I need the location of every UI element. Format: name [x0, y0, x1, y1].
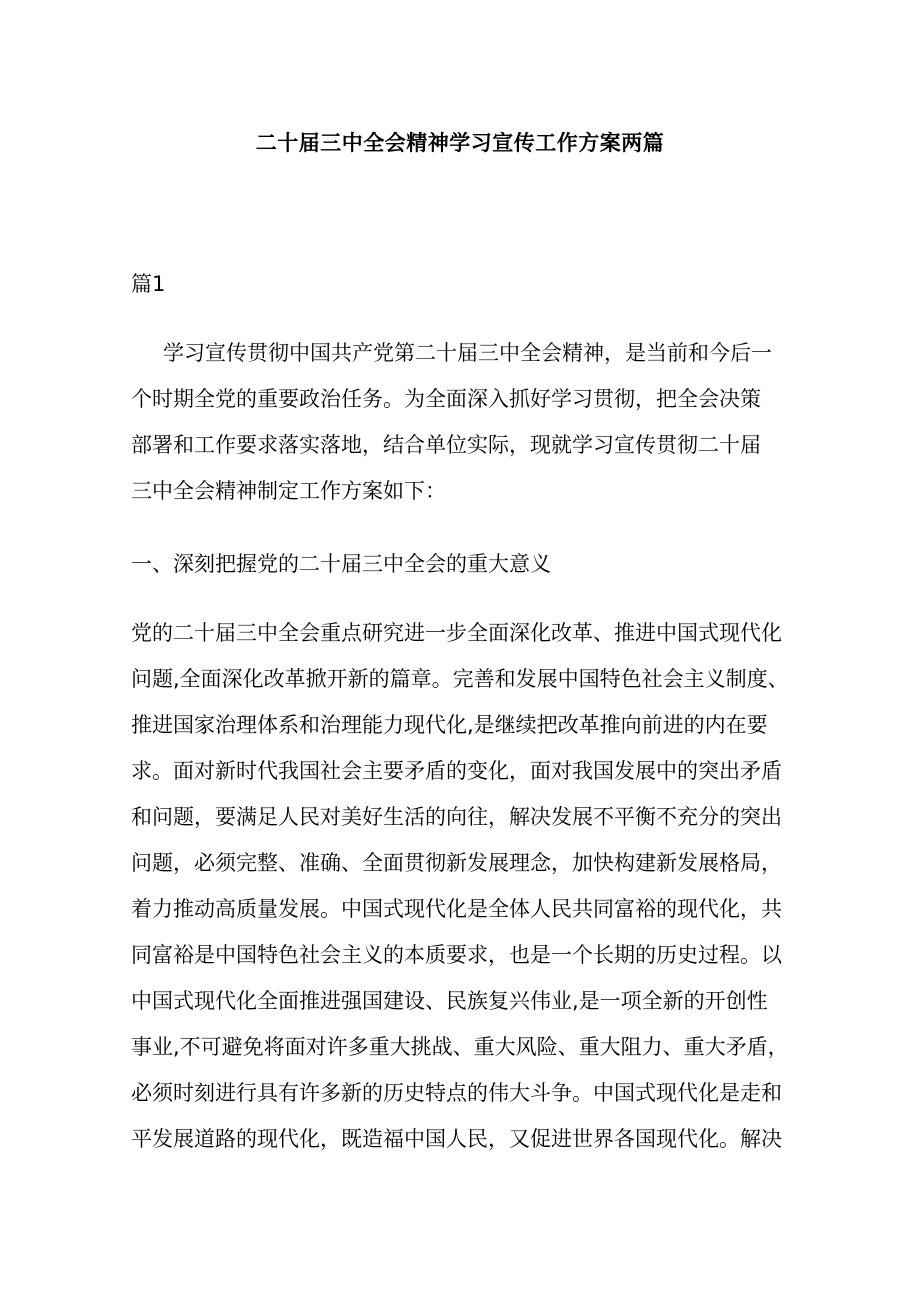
- body-paragraph: [131, 617, 789, 1169]
- paragraph-line: 同富裕是中国特色社会主义的本质要求，也是一个长期的历史过程。以: [131, 943, 782, 967]
- paragraph-line: 和问题，要满足人民对美好生活的向往，解决发展不平衡不充分的突出: [131, 805, 782, 829]
- document-title: 二十届三中全会精神学习宣传工作方案两篇: [255, 131, 665, 155]
- paragraph-line: 部署和工作要求落实落地，结合单位实际，现就学习宣传贯彻二十届: [131, 433, 761, 457]
- paragraph-line: 求。面对新时代我国社会主要矛盾的变化，面对我国发展中的突出矛盾: [131, 759, 782, 783]
- paragraph-line: 着力推动高质量发展。中国式现代化是全体人民共同富裕的现代化，共: [131, 897, 782, 921]
- part-label: 篇1: [131, 272, 166, 296]
- intro-paragraph: [131, 337, 772, 521]
- paragraph-line: 中国式现代化全面推进强国建设、民族复兴伟业,是一项全新的开创性: [131, 989, 768, 1013]
- paragraph-line: 党的二十届三中全会重点研究进一步全面深化改革、推进中国式现代化: [131, 621, 782, 645]
- paragraph-line: 问题,全面深化改革掀开新的篇章。完善和发展中国特色社会主义制度、: [131, 667, 789, 691]
- paragraph-line: 问题，必须完整、准确、全面贯彻新发展理念，加快构建新发展格局，: [131, 851, 782, 875]
- paragraph-line: 学习宣传贯彻中国共产党第二十届三中全会精神，是当前和今后一: [163, 341, 772, 365]
- paragraph-line: 三中全会精神制定工作方案如下：: [131, 479, 446, 503]
- paragraph-line: 平发展道路的现代化，既造福中国人民，又促进世界各国现代化。解决: [131, 1127, 782, 1151]
- section-heading: 一、深刻把握党的二十届三中全会的重大意义: [131, 552, 551, 576]
- paragraph-line: 事业,不可避免将面对许多重大挑战、重大风险、重大阻力、重大矛盾，: [131, 1035, 789, 1059]
- paragraph-line: 推进国家治理体系和治理能力现代化,是继续把改革推向前进的内在要: [131, 713, 768, 737]
- paragraph-line: 必须时刻进行具有许多新的历史特点的伟大斗争。中国式现代化是走和: [131, 1081, 782, 1105]
- paragraph-line: 个时期全党的重要政治任务。为全面深入抓好学习贯彻，把全会决策: [131, 387, 761, 411]
